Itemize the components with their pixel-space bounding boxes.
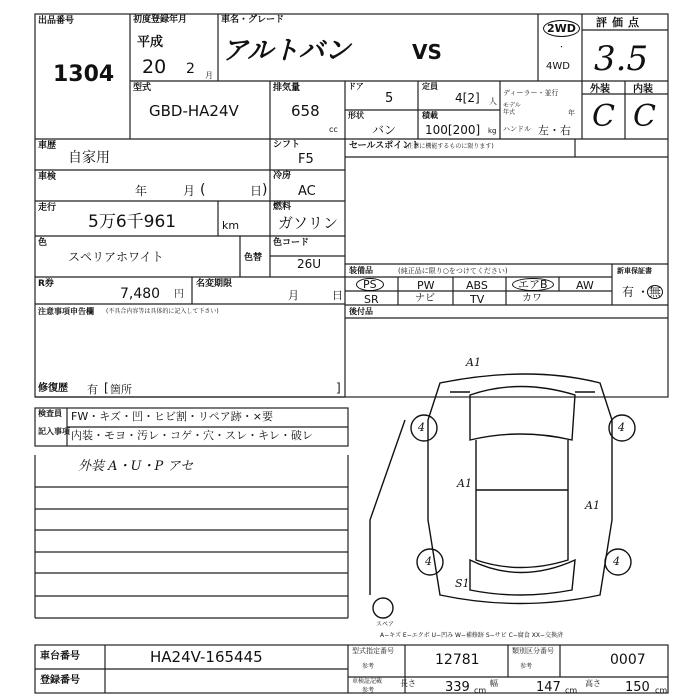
warranty-none-circled: 無 <box>649 285 662 299</box>
shift-label: シフト <box>273 140 301 150</box>
km-unit: km <box>222 219 240 232</box>
shift: F5 <box>298 152 314 167</box>
sales-points-note: (正常に機能するものに限ります) <box>405 143 494 150</box>
deadline-day-unit: 日 <box>332 289 343 302</box>
color-code: 26U <box>297 257 322 271</box>
inspection-day-unit: 日 <box>250 184 263 198</box>
equip-aw: AW <box>576 279 594 292</box>
interior-grade: C <box>633 99 656 134</box>
repair-location-unit: 箇所 <box>110 383 132 396</box>
tire-mark-fr: 4 <box>618 421 625 434</box>
color-change-label: 色替 <box>244 253 263 263</box>
history-label: 車歴 <box>38 141 57 151</box>
inspection-year-unit: 年 <box>135 184 148 198</box>
doors-label: ドア <box>348 82 364 91</box>
model-name: アルトバン <box>222 36 351 66</box>
model-year-sub: 年式 <box>503 109 516 116</box>
damage-mark-side: A1 <box>457 477 472 490</box>
legend: A−キズ E−エクボ U−凹み W−補修跡 S−サビ C−腐食 XX−交換済 <box>380 632 563 639</box>
tire-mark-rr: 4 <box>613 555 620 568</box>
equip-leather: カワ <box>522 293 542 304</box>
steering-label: ハンドル <box>503 125 531 133</box>
deadline-month-unit: 月 <box>288 289 299 302</box>
kg-unit: kg <box>488 127 497 135</box>
displacement-label: 排気量 <box>273 83 301 93</box>
height: 150 <box>625 680 650 695</box>
recycle-fee-label: R券 <box>38 279 54 289</box>
dealer-label: ディーラー・並行 <box>503 89 559 97</box>
inspector-label: 検査員 <box>38 409 62 418</box>
seating-capacity-label: 定員 <box>422 82 438 91</box>
overall-score: 3.5 <box>594 39 649 79</box>
type-designation-sub: 参考 <box>362 663 375 670</box>
color: スペリアホワイト <box>68 250 164 264</box>
mileage: 5万6千961 <box>88 212 177 232</box>
title-deadline-label: 名変期限 <box>196 279 233 289</box>
model-year-label: モデル <box>503 102 521 109</box>
equip-pw: PW <box>417 279 435 292</box>
height-label: 高さ <box>585 679 601 688</box>
steering: 左・右 <box>538 124 571 137</box>
aftermarket-label: 後付品 <box>349 307 373 316</box>
warranty-label: 新車保証書 <box>617 267 652 275</box>
score-label: 評価点 <box>596 16 644 29</box>
body-shape: バン <box>372 123 397 137</box>
person-unit: 人 <box>489 97 497 106</box>
registration-month: 2 <box>186 61 195 77</box>
color-code-label: 色コード <box>273 238 310 248</box>
drive-separator: ・ <box>558 43 565 51</box>
chassis-number: HA24V-165445 <box>150 648 263 666</box>
interior-label: 内装 <box>633 84 653 95</box>
chassis-number-label: 車台番号 <box>40 651 80 662</box>
repair-paren-close: ] <box>336 381 341 395</box>
tire-mark-rl: 4 <box>425 555 432 568</box>
year-unit: 年 <box>568 109 575 117</box>
sales-points-label: セールスポイント <box>349 141 421 151</box>
cc-unit: cc <box>329 125 338 134</box>
tire-mark-fl: 4 <box>418 421 425 434</box>
length: 339 <box>445 680 470 695</box>
equip-sr: SR <box>364 293 379 306</box>
type-designation: 12781 <box>435 652 480 668</box>
repair-paren-open: [ <box>104 381 109 395</box>
color-label: 色 <box>38 238 48 248</box>
load-capacity-label: 積載 <box>422 111 438 120</box>
lot-number-label: 出品番号 <box>38 16 75 26</box>
damage-mark-right: A1 <box>585 499 600 512</box>
seating-capacity: 4[2] <box>455 91 480 105</box>
yen-unit: 円 <box>174 289 184 300</box>
registration-number-label: 登録番号 <box>40 675 80 686</box>
equip-abs: ABS <box>466 279 488 292</box>
fuel: ガソリン <box>278 214 339 232</box>
load-capacity: 100[200] <box>425 123 481 137</box>
model-code: GBD-HA24V <box>149 102 239 120</box>
equip-tv: TV <box>470 293 485 306</box>
model-name-label: 車名・グレード <box>221 15 285 25</box>
doors: 5 <box>385 91 394 106</box>
damage-mark-top: A1 <box>466 356 481 369</box>
notes-instruction: (不具合内容等は具体的に記入して下さい) <box>106 308 219 315</box>
length-label: 長さ <box>400 679 416 688</box>
equip-airbag-circled: エアB <box>512 278 554 291</box>
notes-label: 注意事項申告欄 <box>38 307 94 316</box>
category-number-label: 類別区分番号 <box>512 647 554 655</box>
equipment-label: 装備品 <box>349 266 373 275</box>
first-registration-label: 初度登録年月 <box>133 15 188 25</box>
lot-number: 1304 <box>53 62 115 87</box>
height-unit: cm <box>655 686 668 695</box>
width-unit: cm <box>565 686 578 695</box>
inspection-paren-open: ( <box>200 182 206 198</box>
category-number: 0007 <box>610 652 646 668</box>
equipment-note: (純正品に限り○をつけてください) <box>398 267 508 275</box>
repair-history-label: 修復歴 <box>38 383 68 394</box>
body-shape-label: 形状 <box>348 111 364 120</box>
warranty-yes: 有 <box>622 285 635 299</box>
width: 147 <box>536 680 561 695</box>
history: 自家用 <box>68 150 110 166</box>
filled-label: 記入事項 <box>38 427 70 436</box>
inspection-month-unit: 月 <box>183 184 196 198</box>
displacement: 658 <box>291 102 320 120</box>
drive-2wd-circled: 2WD <box>543 20 580 37</box>
equip-ps-circled: PS <box>356 278 384 291</box>
length-unit: cm <box>474 686 487 695</box>
model-code-label: 型式 <box>133 83 152 93</box>
warranty-dot: ・ <box>637 285 650 299</box>
handwritten-comment: 外装 A・U・P アセ <box>78 459 194 474</box>
width-label: 幅 <box>490 679 498 688</box>
era-name: 平成 <box>137 35 164 50</box>
mileage-label: 走行 <box>38 203 57 213</box>
damage-mark-rear: S1 <box>455 577 470 590</box>
vehicle-cert-sub: 参考 <box>362 687 375 694</box>
repair-history-value: 有 <box>87 383 98 396</box>
air-conditioner-label: 冷房 <box>273 171 292 181</box>
inspection-paren-close: ) <box>262 182 268 198</box>
drive-4wd: 4WD <box>546 61 570 72</box>
fuel-label: 燃料 <box>273 202 292 212</box>
month-unit: 月 <box>205 71 213 80</box>
interior-check-row: 内装・モヨ・汚レ・コゲ・穴・スレ・キレ・破レ <box>71 429 313 442</box>
equip-navi: ナビ <box>415 293 435 304</box>
type-designation-label: 型式指定番号 <box>352 647 394 655</box>
exterior-label: 外装 <box>590 84 610 95</box>
category-number-sub: 参考 <box>520 663 533 670</box>
exterior-check-row: FW・キズ・凹・ヒビ割・リペア跡・×要 <box>71 410 273 423</box>
air-conditioner: AC <box>298 184 316 199</box>
exterior-grade: C <box>592 99 615 134</box>
inspection-label: 車検 <box>38 172 57 182</box>
vehicle-cert-label: 車検証記載 <box>352 678 383 685</box>
grade: VS <box>412 40 442 64</box>
spare-label: スペア <box>376 621 395 628</box>
recycle-fee: 7,480 <box>120 286 161 302</box>
registration-year: 20 <box>142 56 167 78</box>
